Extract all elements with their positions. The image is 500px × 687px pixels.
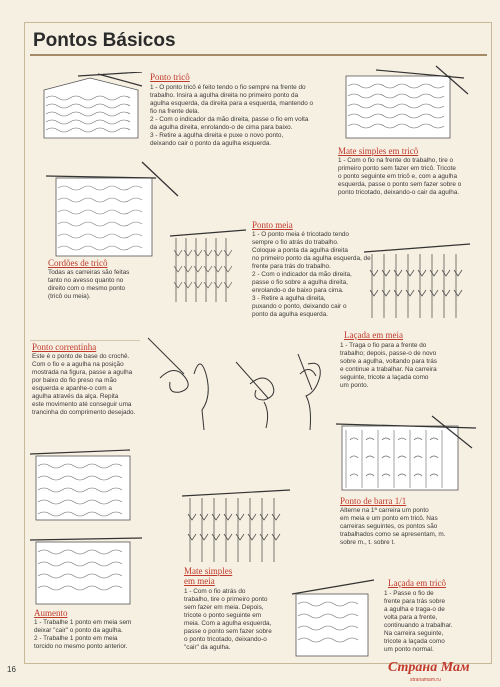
ponto-trico-text: 1 - O ponto tricô é feito tendo o fio sempre na frente do trabalho. Insira a agulha direita no primeiro ponto da agulha esquerda, da direita para a esquerda, mantendo o fio na frente dela. 2 - Com o indicador da mão direita, passe o fio em volta da agulha direita, enrolando-o de cima para baixo. 3 - Retire a agulha direita e puxe o novo ponto, deixando cair o ponto da agulha esquerda. xyxy=(150,84,314,147)
mate-trico-illustration xyxy=(340,64,470,142)
cordoes-title: Cordões de tricô xyxy=(48,258,108,268)
ponto-correntinha-text: Este é o ponto de base do crochê. Com o fio e a agulha na posição mostrada na figura, passe a agulha por baixo do fio preso na mão esquerda e apanhe-o com a agulha através da alça. Repita este movimento até conseguir uma trancinha do comprimento desejado. xyxy=(32,353,136,416)
crochet-chain-illustration xyxy=(140,334,350,434)
page-number: 16 xyxy=(7,665,16,674)
title-rule xyxy=(30,54,487,56)
mate-meia-title-1: Mate simples xyxy=(184,566,233,576)
mate-meia-text: 1 - Com o fio atrás do trabalho, tire o primeiro ponto sem fazer em meia. Depois, tricote o ponto seguinte em meia. Com a agulha esquerda, passe o ponto sem fazer sobre o ponto tricotado, deixando-o "cair" da agulha. xyxy=(184,588,272,651)
aumento-text: 1 - Trabalhe 1 ponto em meia sem deixar "cair" o ponto da agulha. 2 - Trabalhe 1 ponto em meia torcido no mesmo ponto anterior. xyxy=(34,619,132,650)
ponto-barra-text: Alterne na 1ª carreira um ponto em meia e um ponto em tricô. Nas carreiras seguintes, os pontos são trabalhados como se apresentam, m. sobre m., t. sobre t. xyxy=(340,507,446,546)
lacada-meia-illustration xyxy=(364,240,474,322)
ponto-barra-title: Ponto de barra 1/1 xyxy=(340,496,407,506)
ponto-meia-text: 1 - O ponto meia é tricotado tendo sempre o fio atrás do trabalho. Coloque a ponta da agulha direita no primeiro ponto da agulha esquerda, de frente para trás do trabalho. 2 - Com o indicador da mão direita, passe o fio sobre a agulha direita, enrolando-o de baixo para cima. 3 - Retire a agulha direita, puxando o ponto, deixando cair o ponto da agulha esquerda. xyxy=(252,231,371,318)
lacada-trico-title: Laçada em tricô xyxy=(388,578,446,588)
watermark-url: stranamam.ru xyxy=(410,677,441,683)
cordoes-illustration xyxy=(46,160,186,260)
mate-meia-illustration xyxy=(182,484,294,566)
aumento-illustration-1 xyxy=(30,442,150,524)
section-rule xyxy=(30,340,140,341)
aumento-title: Aumento xyxy=(34,608,68,618)
ponto-trico-title: Ponto tricô xyxy=(150,72,190,82)
ponto-correntinha-title: Ponto correntinha xyxy=(32,342,97,352)
lacada-trico-text: 1 - Passe o fio de frente para trás sobre a agulha e traga-o de volta para a frente, continuando a trabalhar. Na carreira seguinte, tricote a laçada como um ponto normal. xyxy=(384,590,453,653)
mate-meia-title-2: em meia xyxy=(184,576,215,586)
ponto-meia-illustration xyxy=(170,226,248,306)
lacada-meia-text: 1 - Traga o fio para a frente do trabalho; depois, passe-o de novo sobre a agulha, voltando para trás e continue a trabalhar. Na carreira seguinte, tricote a laçada como um ponto. xyxy=(340,342,437,389)
purl-fabric-illustration xyxy=(38,72,144,142)
lacada-meia-title: Laçada em meia xyxy=(344,330,403,340)
watermark-logo: Страна Мам xyxy=(388,660,470,675)
lacada-trico-illustration xyxy=(290,576,378,660)
aumento-illustration-2 xyxy=(30,528,150,608)
mate-trico-title: Mate simples em tricô xyxy=(338,146,419,156)
page-title: Pontos Básicos xyxy=(33,30,176,51)
ponto-barra-illustration xyxy=(336,414,478,494)
mate-trico-text: 1 - Com o fio na frente do trabalho, tire o primeiro ponto sem fazer em tricô. Tricote o ponto seguinte em tricô e, com a agulha esquerda, passe o ponto sem fazer sobre o ponto tricotado, deixando-o cair da agulha. xyxy=(338,157,462,196)
cordoes-text: Todas as carreiras são feitas tanto no avesso quanto no direito com o mesmo ponto (tricô ou meia). xyxy=(48,269,130,300)
ponto-meia-title: Ponto meia xyxy=(252,220,293,230)
